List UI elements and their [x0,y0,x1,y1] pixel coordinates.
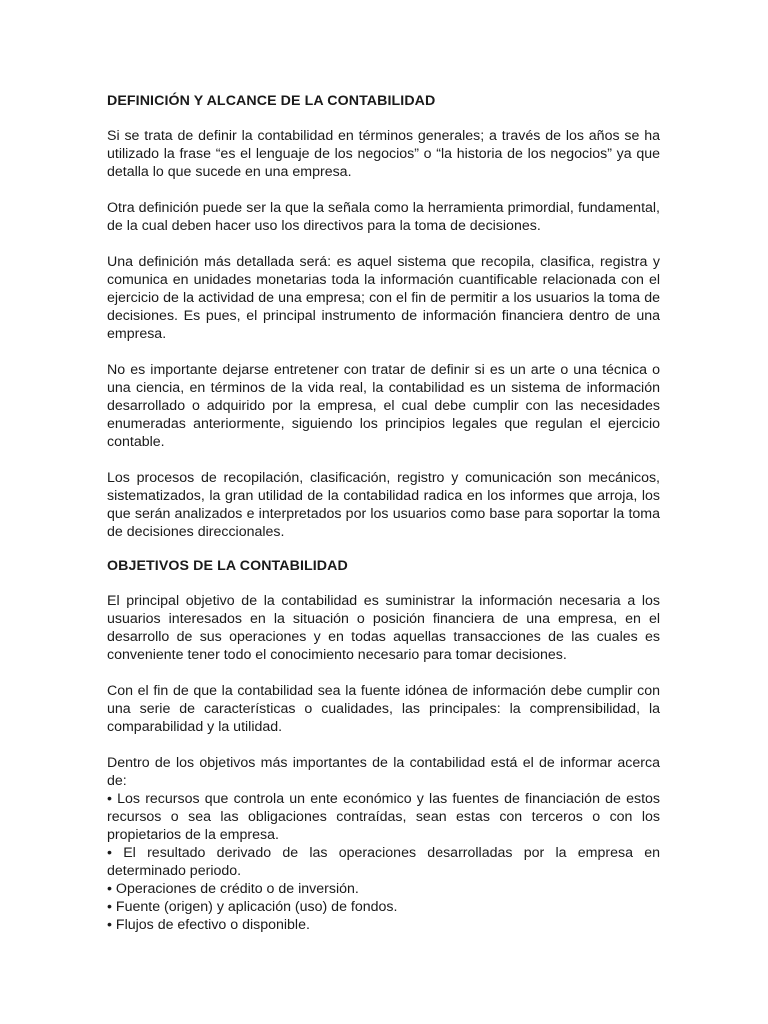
list-intro: Dentro de los objetivos más importantes de la contabilidad está el de informar acerca de: [107,755,660,789]
bullet-list [107,790,660,934]
paragraph: Una definición más detallada será: es aquel sistema que recopila, clasifica, registra y comunica en unidades monetarias toda la información cuantificable relacionada con el ejercicio de la actividad de una empresa; con el fin de permitir a los usuarios la toma de decisiones. Es pues, el principal instrumento de información financiera dentro de una empresa. [107,254,660,342]
section-definicion [107,92,660,541]
paragraph: Los procesos de recopilación, clasificación, registro y comunicación son mecánicos, sistematizados, la gran utilidad de la contabilidad radica en los informes que arroja, los que serán analizados e interpretados por los usuarios como base para soportar la toma de decisiones direccionales. [107,470,660,540]
list-item: • Fuente (origen) y aplicación (uso) de fondos. [107,899,398,915]
list-item: • Flujos de efectivo o disponible. [107,917,310,933]
document-page [107,92,660,934]
section-heading: OBJETIVOS DE LA CONTABILIDAD [107,558,348,574]
paragraph: Si se trata de definir la contabilidad en términos generales; a través de los años se ha utilizado la frase “es el lenguaje de los negocios” o “la historia de los negocios” ya que detalla lo que sucede en una empresa. [107,128,660,180]
section-objetivos [107,557,660,934]
list-item: • El resultado derivado de las operaciones desarrolladas por la empresa en determinado periodo. [107,845,660,879]
paragraph: El principal objetivo de la contabilidad es suministrar la información necesaria a los usuarios interesados en la situación o posición financiera de una empresa, en el desarrollo de sus operaciones y en todas aquellas transacciones de las cuales es conveniente tener todo el conocimiento necesario para tomar decisiones. [107,593,660,663]
section-heading: DEFINICIÓN Y ALCANCE DE LA CONTABILIDAD [107,93,436,109]
paragraph: Con el fin de que la contabilidad sea la fuente idónea de información debe cumplir con una serie de características o cualidades, las principales: la comprensibilidad, la comparabilidad y la utilidad. [107,683,660,735]
paragraph: No es importante dejarse entretener con tratar de definir si es un arte o una técnica o una ciencia, en términos de la vida real, la contabilidad es un sistema de información desarrollado o adquirido por la empresa, el cual debe cumplir con las necesidades enumeradas anteriormente, siguiendo los principios legales que regulan el ejercicio contable. [107,362,660,450]
list-item: • Operaciones de crédito o de inversión. [107,881,359,897]
paragraph: Otra definición puede ser la que la señala como la herramienta primordial, fundamental, de la cual deben hacer uso los directivos para la toma de decisiones. [107,200,660,234]
list-item: • Los recursos que controla un ente económico y las fuentes de financiación de estos recursos o sea las obligaciones contraídas, sean estas con terceros o con los propietarios de la empresa. [107,791,660,843]
